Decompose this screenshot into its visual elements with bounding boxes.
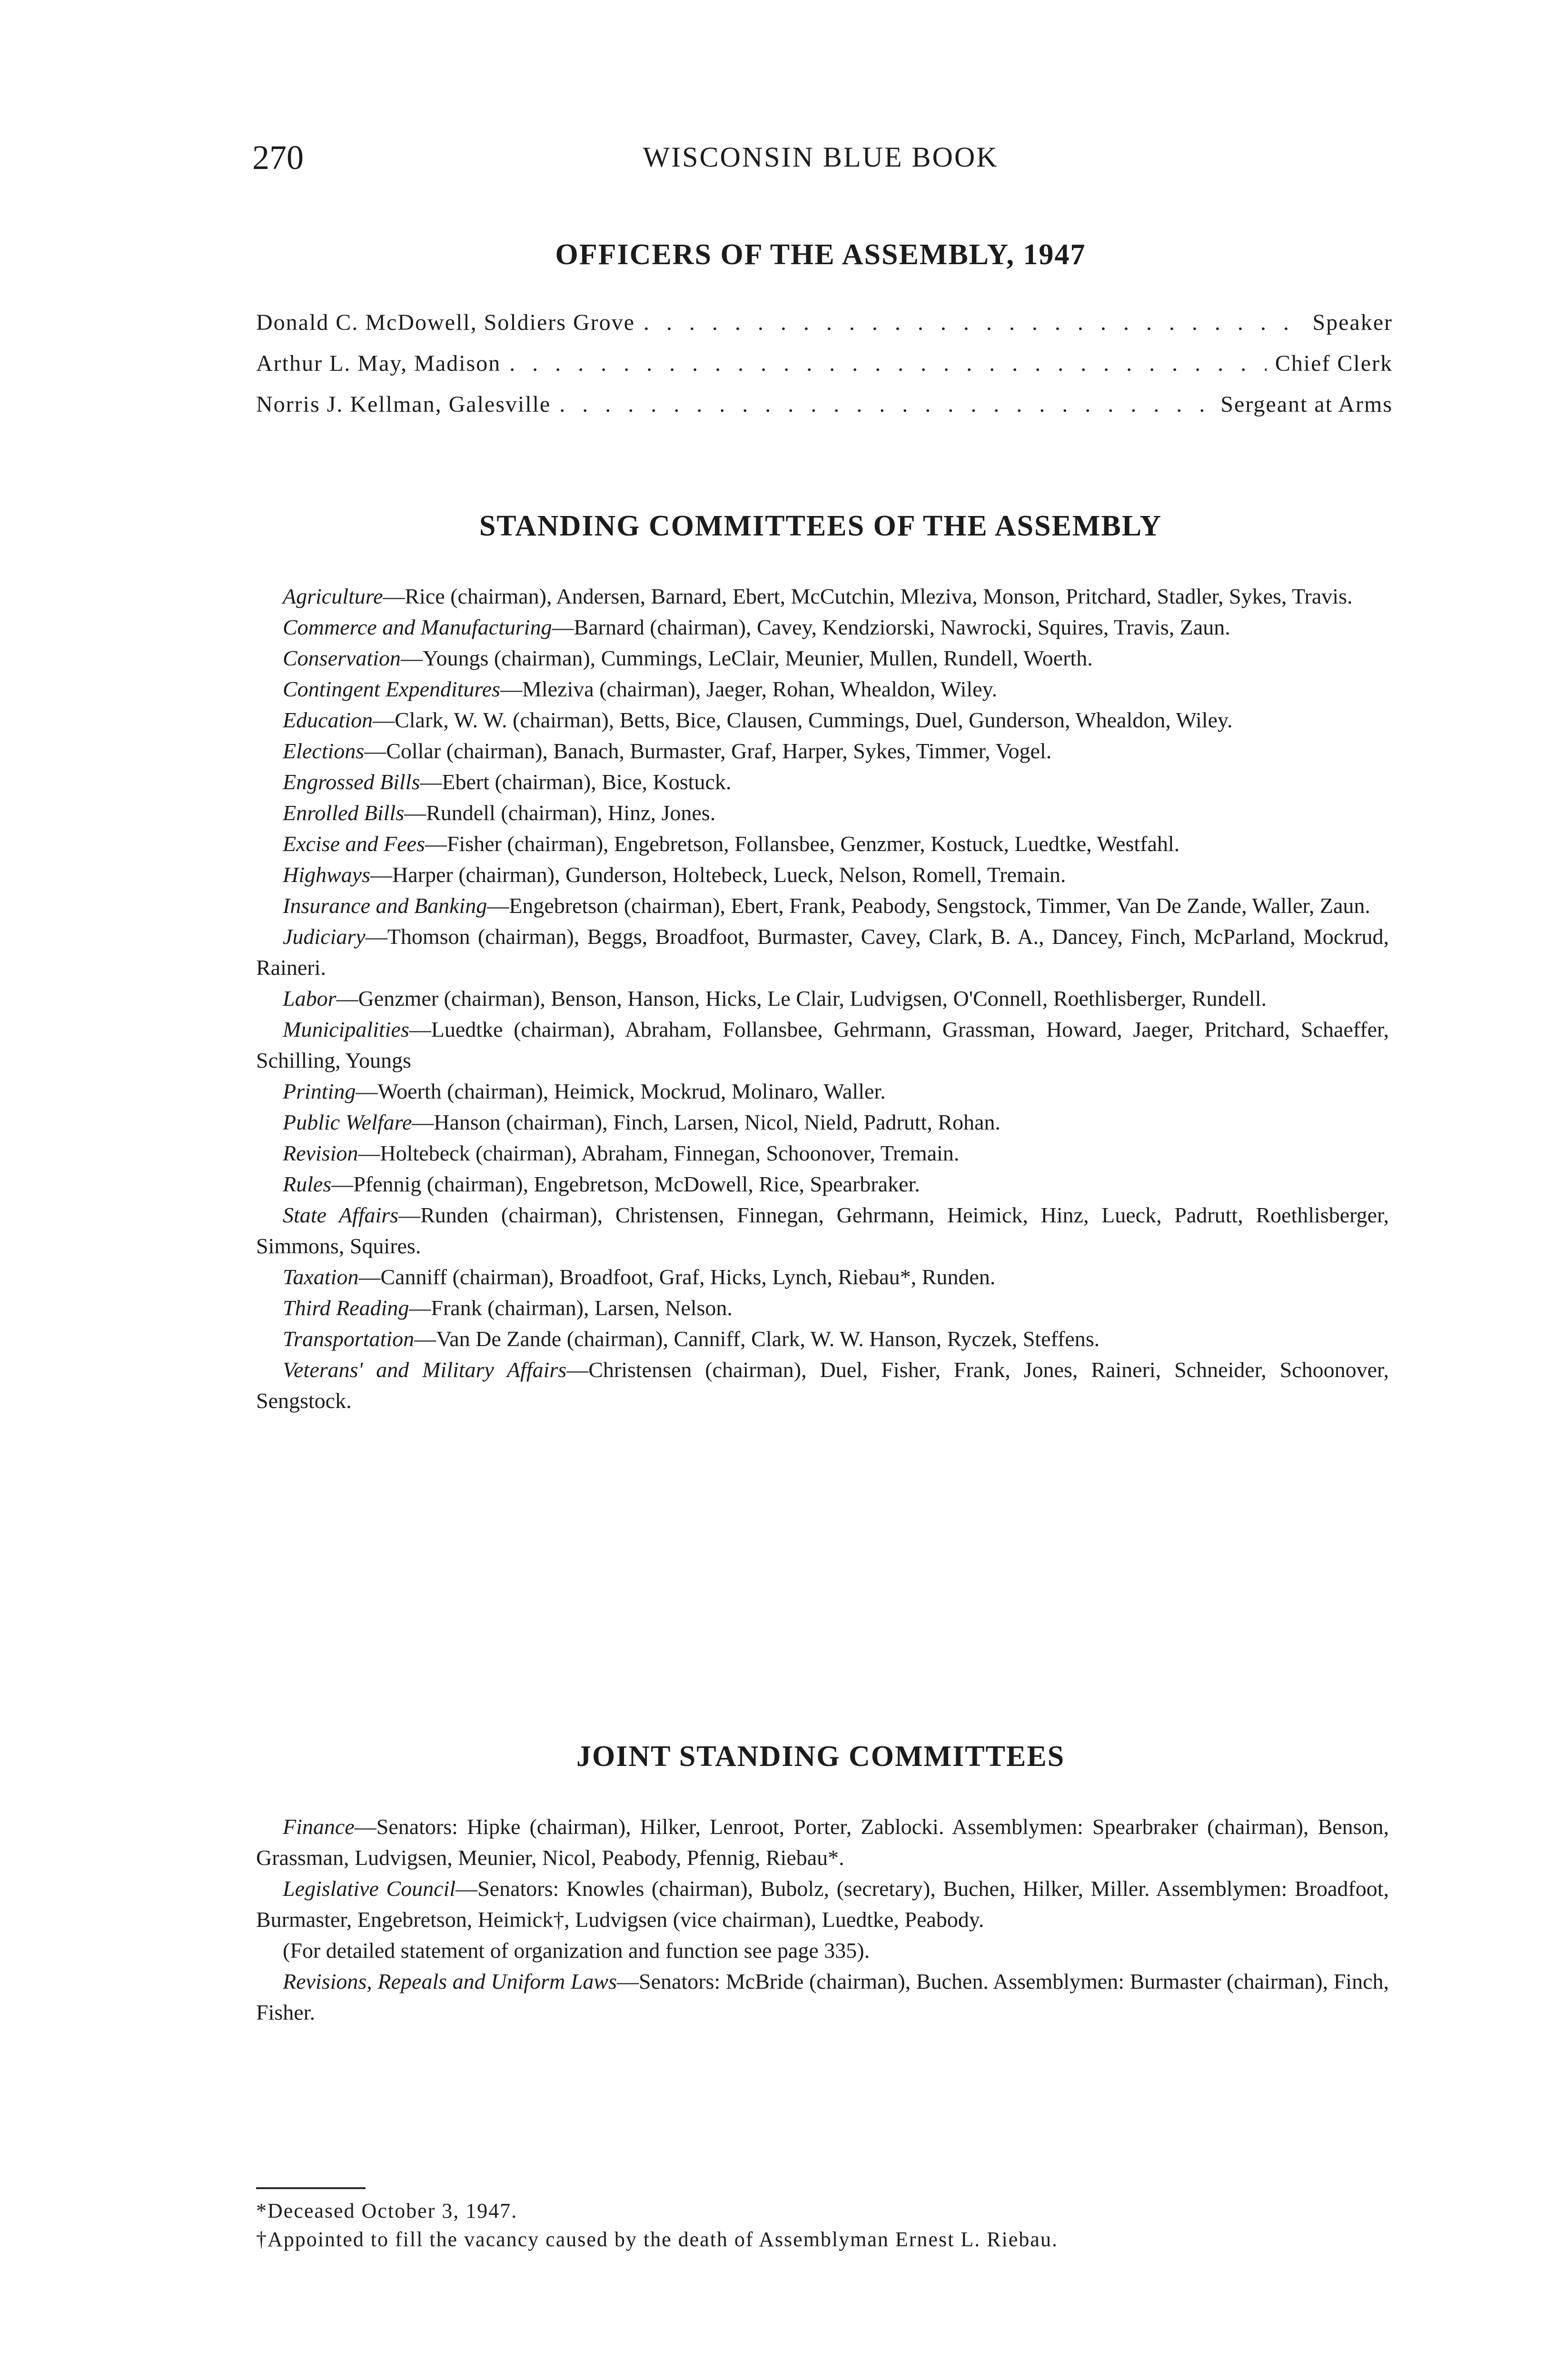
- committee-entry: Contingent Expenditures—Mleziva (chairman), Jaeger, Rohan, Whealdon, Wiley.: [283, 677, 998, 701]
- standing-committees-heading: STANDING COMMITTEES OF THE ASSEMBLY: [479, 510, 1162, 542]
- committee-name: Finance: [283, 1815, 355, 1839]
- committee-name: Rules: [283, 1172, 332, 1196]
- officer-name: Donald C. McDowell, Soldiers Grove: [256, 310, 635, 335]
- committee-name: Judiciary: [283, 924, 366, 949]
- committee-members: Canniff (chairman), Broadfoot, Graf, Hicks, Lynch, Riebau*, Runden.: [380, 1265, 996, 1289]
- committee-members: Collar (chairman), Banach, Burmaster, Graf, Harper, Sykes, Timmer, Vogel.: [386, 739, 1052, 763]
- committee-entry: Elections—Collar (chairman), Banach, Burmaster, Graf, Harper, Sykes, Timmer, Vogel.: [283, 739, 1052, 763]
- committee-name: Transportation: [283, 1327, 415, 1351]
- footnotes: [256, 2197, 1058, 2254]
- committee-members: Harper (chairman), Gunderson, Holtebeck, Lueck, Nelson, Romell, Tremain.: [392, 863, 1066, 887]
- committee-entry: Rules—Pfennig (chairman), Engebretson, McDowell, Rice, Spearbraker.: [283, 1172, 920, 1196]
- committee-entry: Revisions, Repeals and Uniform Laws—Senators: McBride (chairman), Buchen. Assemblymen: Burmaster (chairman), Finch, Fisher.: [256, 1969, 1389, 2024]
- committee-name: Revisions, Repeals and Uniform Laws: [283, 1969, 617, 1993]
- officer-name: Norris J. Kellman, Galesville: [256, 392, 551, 417]
- page-number: 270: [252, 139, 304, 177]
- dot-leader: [509, 350, 1267, 377]
- committee-entry: Taxation—Canniff (chairman), Broadfoot, Graf, Hicks, Lynch, Riebau*, Runden.: [283, 1265, 996, 1289]
- committee-name: Printing: [283, 1079, 356, 1103]
- committee-entry: Highways—Harper (chairman), Gunderson, Holtebeck, Lueck, Nelson, Romell, Tremain.: [283, 863, 1066, 887]
- committee-name: Conservation: [283, 646, 401, 670]
- officer-row: [256, 350, 1393, 391]
- committee-name: Taxation: [283, 1265, 359, 1289]
- committee-members: Luedtke (chairman), Abraham, Follansbee, Gehrmann, Grassman, Howard, Jaeger, Pritchard, Schaeffer, Schilling, Youngs: [256, 1017, 1389, 1072]
- committee-name: Revision: [283, 1141, 358, 1165]
- running-head: [252, 138, 1389, 181]
- committee-entry: Education—Clark, W. W. (chairman), Betts, Bice, Clausen, Cummings, Duel, Gunderson, Whealdon, Wiley.: [283, 708, 1233, 732]
- joint-committees-list: [256, 1811, 1389, 2028]
- committee-members: Runden (chairman), Christensen, Finnegan, Gehrmann, Heimick, Hinz, Lueck, Padrutt, Roethlisberger, Simmons, Squires.: [256, 1203, 1389, 1258]
- organization-note: (For detailed statement of organization and function see page 335).: [283, 1938, 870, 1963]
- committee-name: Highways: [283, 863, 370, 887]
- committee-entry: Conservation—Youngs (chairman), Cummings, LeClair, Meunier, Mullen, Rundell, Woerth.: [283, 646, 1093, 670]
- committee-members: Rundell (chairman), Hinz, Jones.: [426, 801, 716, 825]
- committee-members: Thomson (chairman), Beggs, Broadfoot, Burmaster, Cavey, Clark, B. A., Dancey, Finch, McParland, Mockrud, Raineri.: [256, 924, 1389, 980]
- committee-name: Engrossed Bills: [283, 770, 420, 794]
- committee-entry: Legislative Council—Senators: Knowles (chairman), Bubolz, (secretary), Buchen, Hilker, Miller. Assemblymen: Broadfoot, Burmaster, Engebretson, Heimick†, Ludvigsen (vice chairman), Luedtke, Peabody.: [256, 1876, 1389, 1932]
- committee-members: Senators: Knowles (chairman), Bubolz, (secretary), Buchen, Hilker, Miller. Assemblymen: Broadfoot, Burmaster, Engebretson, Heimick†, Ludvigsen (vice chairman), Luedtke, Peabody.: [256, 1876, 1389, 1932]
- committee-entry: Engrossed Bills—Ebert (chairman), Bice, Kostuck.: [283, 770, 732, 794]
- officer-row: [256, 309, 1393, 350]
- committee-members: Christensen (chairman), Duel, Fisher, Frank, Jones, Raineri, Schneider, Schoonover, Sengstock.: [256, 1358, 1389, 1413]
- officer-role: Speaker: [1312, 310, 1393, 335]
- standing-committees-list: [256, 581, 1389, 1416]
- committee-members: Youngs (chairman), Cummings, LeClair, Meunier, Mullen, Rundell, Woerth.: [422, 646, 1093, 670]
- committee-entry: Enrolled Bills—Rundell (chairman), Hinz, Jones.: [283, 801, 716, 825]
- committee-entry: Public Welfare—Hanson (chairman), Finch, Larsen, Nicol, Nield, Padrutt, Rohan.: [283, 1110, 1001, 1134]
- committee-members: Senators: McBride (chairman), Buchen. Assemblymen: Burmaster (chairman), Finch, Fisher.: [256, 1969, 1389, 2024]
- committee-entry: Printing—Woerth (chairman), Heimick, Mockrud, Molinaro, Waller.: [283, 1079, 886, 1103]
- committee-entry: Third Reading—Frank (chairman), Larsen, Nelson.: [283, 1296, 733, 1320]
- committee-members: Mleziva (chairman), Jaeger, Rohan, Whealdon, Wiley.: [522, 677, 998, 701]
- dot-leader: [644, 309, 1304, 336]
- committee-members: Holtebeck (chairman), Abraham, Finnegan, Schoonover, Tremain.: [380, 1141, 960, 1165]
- committee-name: Excise and Fees: [283, 832, 425, 856]
- committee-members: Rice (chairman), Andersen, Barnard, Ebert, McCutchin, Mleziva, Monson, Pritchard, Stadler, Sykes, Travis.: [405, 584, 1353, 608]
- committee-entry: State Affairs—Runden (chairman), Christensen, Finnegan, Gehrmann, Heimick, Hinz, Lueck, Padrutt, Roethlisberger, Simmons, Squires.: [256, 1203, 1389, 1258]
- committee-name: Third Reading: [283, 1296, 409, 1320]
- committee-name: Elections: [283, 739, 365, 763]
- committee-members: Frank (chairman), Larsen, Nelson.: [431, 1296, 733, 1320]
- committee-members: Senators: Hipke (chairman), Hilker, Lenroot, Porter, Zablocki. Assemblymen: Spearbraker (chairman), Benson, Grassman, Ludvigsen, Meunier, Nicol, Peabody, Pfennig, Riebau*.: [256, 1815, 1389, 1870]
- committee-members: Pfennig (chairman), Engebretson, McDowell, Rice, Spearbraker.: [353, 1172, 920, 1196]
- footnote-appointed: †Appointed to fill the vacancy caused by the death of Assemblyman Ernest L. Riebau.: [256, 2228, 1058, 2251]
- committee-name: Education: [283, 708, 373, 732]
- committee-name: Contingent Expenditures: [283, 677, 500, 701]
- committee-name: Labor: [283, 986, 337, 1011]
- officer-role: Sergeant at Arms: [1220, 392, 1393, 417]
- committee-members: Woerth (chairman), Heimick, Mockrud, Molinaro, Waller.: [377, 1079, 886, 1103]
- book-title: WISCONSIN BLUE BOOK: [643, 141, 999, 173]
- committee-members: Genzmer (chairman), Benson, Hanson, Hicks, Le Clair, Ludvigsen, O'Connell, Roethlisberger, Rundell.: [358, 986, 1267, 1011]
- dot-leader: [559, 391, 1212, 417]
- committee-members: Barnard (chairman), Cavey, Kendziorski, Nawrocki, Squires, Travis, Zaun.: [574, 615, 1230, 639]
- committee-entry: Revision—Holtebeck (chairman), Abraham, Finnegan, Schoonover, Tremain.: [283, 1141, 960, 1165]
- footnote-rule: [256, 2187, 366, 2189]
- officers-heading: OFFICERS OF THE ASSEMBLY, 1947: [555, 238, 1086, 271]
- committee-name: Insurance and Banking: [283, 893, 487, 918]
- committee-name: State Affairs: [283, 1203, 399, 1227]
- committee-entry: Insurance and Banking—Engebretson (chairman), Ebert, Frank, Peabody, Sengstock, Timmer, Van De Zande, Waller, Zaun.: [283, 893, 1370, 918]
- committee-name: Public Welfare: [283, 1110, 412, 1134]
- committee-members: Van De Zande (chairman), Canniff, Clark, W. W. Hanson, Ryczek, Steffens.: [436, 1327, 1100, 1351]
- footnote-deceased: *Deceased October 3, 1947.: [256, 2199, 518, 2222]
- committee-name: Agriculture: [283, 584, 383, 608]
- committee-entry: Transportation—Van De Zande (chairman), Canniff, Clark, W. W. Hanson, Ryczek, Steffens.: [283, 1327, 1100, 1351]
- committee-entry: Municipalities—Luedtke (chairman), Abraham, Follansbee, Gehrmann, Grassman, Howard, Jaeger, Pritchard, Schaeffer, Schilling, Youngs: [256, 1017, 1389, 1072]
- officer-row: [256, 391, 1393, 432]
- committee-members: Hanson (chairman), Finch, Larsen, Nicol, Nield, Padrutt, Rohan.: [434, 1110, 1001, 1134]
- officer-role: Chief Clerk: [1275, 351, 1393, 376]
- committee-entry: Commerce and Manufacturing—Barnard (chairman), Cavey, Kendziorski, Nawrocki, Squires, Travis, Zaun.: [283, 615, 1230, 639]
- committee-name: Veterans' and Military Affairs: [283, 1358, 567, 1382]
- committee-members: Engebretson (chairman), Ebert, Frank, Peabody, Sengstock, Timmer, Van De Zande, Waller, Zaun.: [509, 893, 1370, 918]
- committee-entry: Judiciary—Thomson (chairman), Beggs, Broadfoot, Burmaster, Cavey, Clark, B. A., Dancey, Finch, McParland, Mockrud, Raineri.: [256, 924, 1389, 980]
- committee-members: Clark, W. W. (chairman), Betts, Bice, Clausen, Cummings, Duel, Gunderson, Whealdon, Wiley.: [395, 708, 1233, 732]
- committee-name: Enrolled Bills: [283, 801, 405, 825]
- committee-members: Ebert (chairman), Bice, Kostuck.: [442, 770, 732, 794]
- committee-entry: Excise and Fees—Fisher (chairman), Engebretson, Follansbee, Genzmer, Kostuck, Luedtke, Westfahl.: [283, 832, 1180, 856]
- committee-entry: Finance—Senators: Hipke (chairman), Hilker, Lenroot, Porter, Zablocki. Assemblymen: Spearbraker (chairman), Benson, Grassman, Ludvigsen, Meunier, Nicol, Peabody, Pfennig, Riebau*.: [256, 1815, 1389, 1870]
- committee-entry: Labor—Genzmer (chairman), Benson, Hanson, Hicks, Le Clair, Ludvigsen, O'Connell, Roethlisberger, Rundell.: [283, 986, 1267, 1011]
- officer-name: Arthur L. May, Madison: [256, 351, 501, 376]
- officers-list: [256, 309, 1393, 432]
- committee-members: Fisher (chairman), Engebretson, Follansbee, Genzmer, Kostuck, Luedtke, Westfahl.: [446, 832, 1180, 856]
- committee-name: Commerce and Manufacturing: [283, 615, 552, 639]
- joint-committees-heading: JOINT STANDING COMMITTEES: [576, 1740, 1065, 1773]
- committee-name: Municipalities: [283, 1017, 409, 1041]
- committee-entry: Agriculture—Rice (chairman), Andersen, Barnard, Ebert, McCutchin, Mleziva, Monson, Pritchard, Stadler, Sykes, Travis.: [283, 584, 1353, 608]
- committee-entry: Veterans' and Military Affairs—Christensen (chairman), Duel, Fisher, Frank, Jones, Raineri, Schneider, Schoonover, Sengstock.: [256, 1358, 1389, 1413]
- committee-name: Legislative Council: [283, 1876, 456, 1901]
